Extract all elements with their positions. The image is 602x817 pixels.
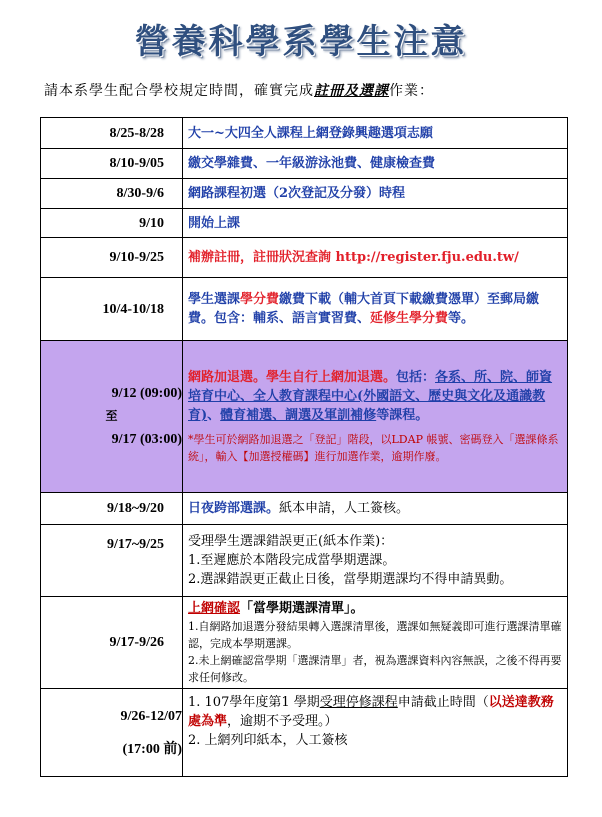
table-row <box>41 278 568 341</box>
row-date: 9/17-9/26 <box>41 597 183 689</box>
row-date: 8/25-8/28 <box>41 118 183 149</box>
row-date: 8/30-9/6 <box>41 179 183 209</box>
table-row <box>41 118 568 149</box>
row-date: 9/17~9/25 <box>41 525 183 597</box>
row-text: 繳交學雜費、一年級游泳池費、健康檢查費 <box>183 149 568 179</box>
row-text: 補辦註冊，註冊狀況查詢 http://register.fju.edu.tw/ <box>183 238 568 278</box>
row-date: 9/10 <box>41 209 183 238</box>
intro-emphasis: 註冊及選課 <box>314 83 389 99</box>
row-date: 9/10-9/25 <box>41 238 183 278</box>
intro-before: 請本系學生配合學校規定時間，確實完成 <box>44 83 314 99</box>
table-row <box>41 597 568 689</box>
row-text: 學生選課學分費繳費下載（輔大首頁下載繳費憑單）至郵局繳費。包含：輔系、語言實習費、延修生學分費等。 <box>183 278 568 341</box>
row-text: 上網確認「當學期選課清單」。 1.自網路加退選分發結果轉入選課清單後，選課如無疑義即可進行選課清單確認，完成本學期選課。 2.未上網確認當學期「選課清單」者，視為選課資料內容無誤，之後不得再要求任何修改。 <box>183 597 568 689</box>
intro-text <box>44 80 434 100</box>
table-row <box>41 341 568 493</box>
row-text: 受理學生選課錯誤更正(紙本作業)： 1.至遲應於本階段完成當學期選課。 2.選課錯誤更正截止日後，當學期選課均不得申請異動。 <box>183 525 568 597</box>
row-text: 網路加退選。學生自行上網加退選。包括：各系、所、院、師資培育中心、全人教育課程中心(外國語文、歷史與文化及通識教育)、體育補選、調選及軍訓補修等課程。 *學生可於網路加退選之「登記」階段，以LDAP 帳號、密碼登入「選課條系統」，輸入【加選授權碼】進行加選作業，逾期作廢。 <box>183 341 568 493</box>
row-date: 9/26-12/07 (17:00 前) <box>41 689 183 777</box>
page-title: 營養科學系學生注意 <box>134 22 468 62</box>
table-row <box>41 493 568 525</box>
schedule-table <box>40 117 568 777</box>
row-text: 網路課程初選（2次登記及分發）時程 <box>183 179 568 209</box>
table-row <box>41 209 568 238</box>
row-text: 開始上課 <box>183 209 568 238</box>
row-date: 9/18~9/20 <box>41 493 183 525</box>
row-date: 10/4-10/18 <box>41 278 183 341</box>
row-note: *學生可於網路加退選之「登記」階段，以LDAP 帳號、密碼登入「選課條系統」，輸入【加選授權碼】進行加選作業，逾期作廢。 <box>188 433 559 463</box>
row-text: 1. 107學年度第1 學期受理停修課程申請截止時間（以送達教務處為準，逾期不予受理。） 2. 上網列印紙本，人工簽核 <box>183 689 568 777</box>
table-row <box>41 149 568 179</box>
table-row <box>41 238 568 278</box>
table-row <box>41 689 568 777</box>
row-text: 日夜跨部選課。紙本申請，人工簽核。 <box>183 493 568 525</box>
row-text: 大一~大四全人課程上網登錄興趣選項志願 <box>183 118 568 149</box>
row-date: 8/10-9/05 <box>41 149 183 179</box>
table-row <box>41 525 568 597</box>
table-row <box>41 179 568 209</box>
intro-after: 作業： <box>389 83 434 99</box>
row-date: 9/12 (09:00) 至 9/17 (03:00) <box>41 341 183 493</box>
